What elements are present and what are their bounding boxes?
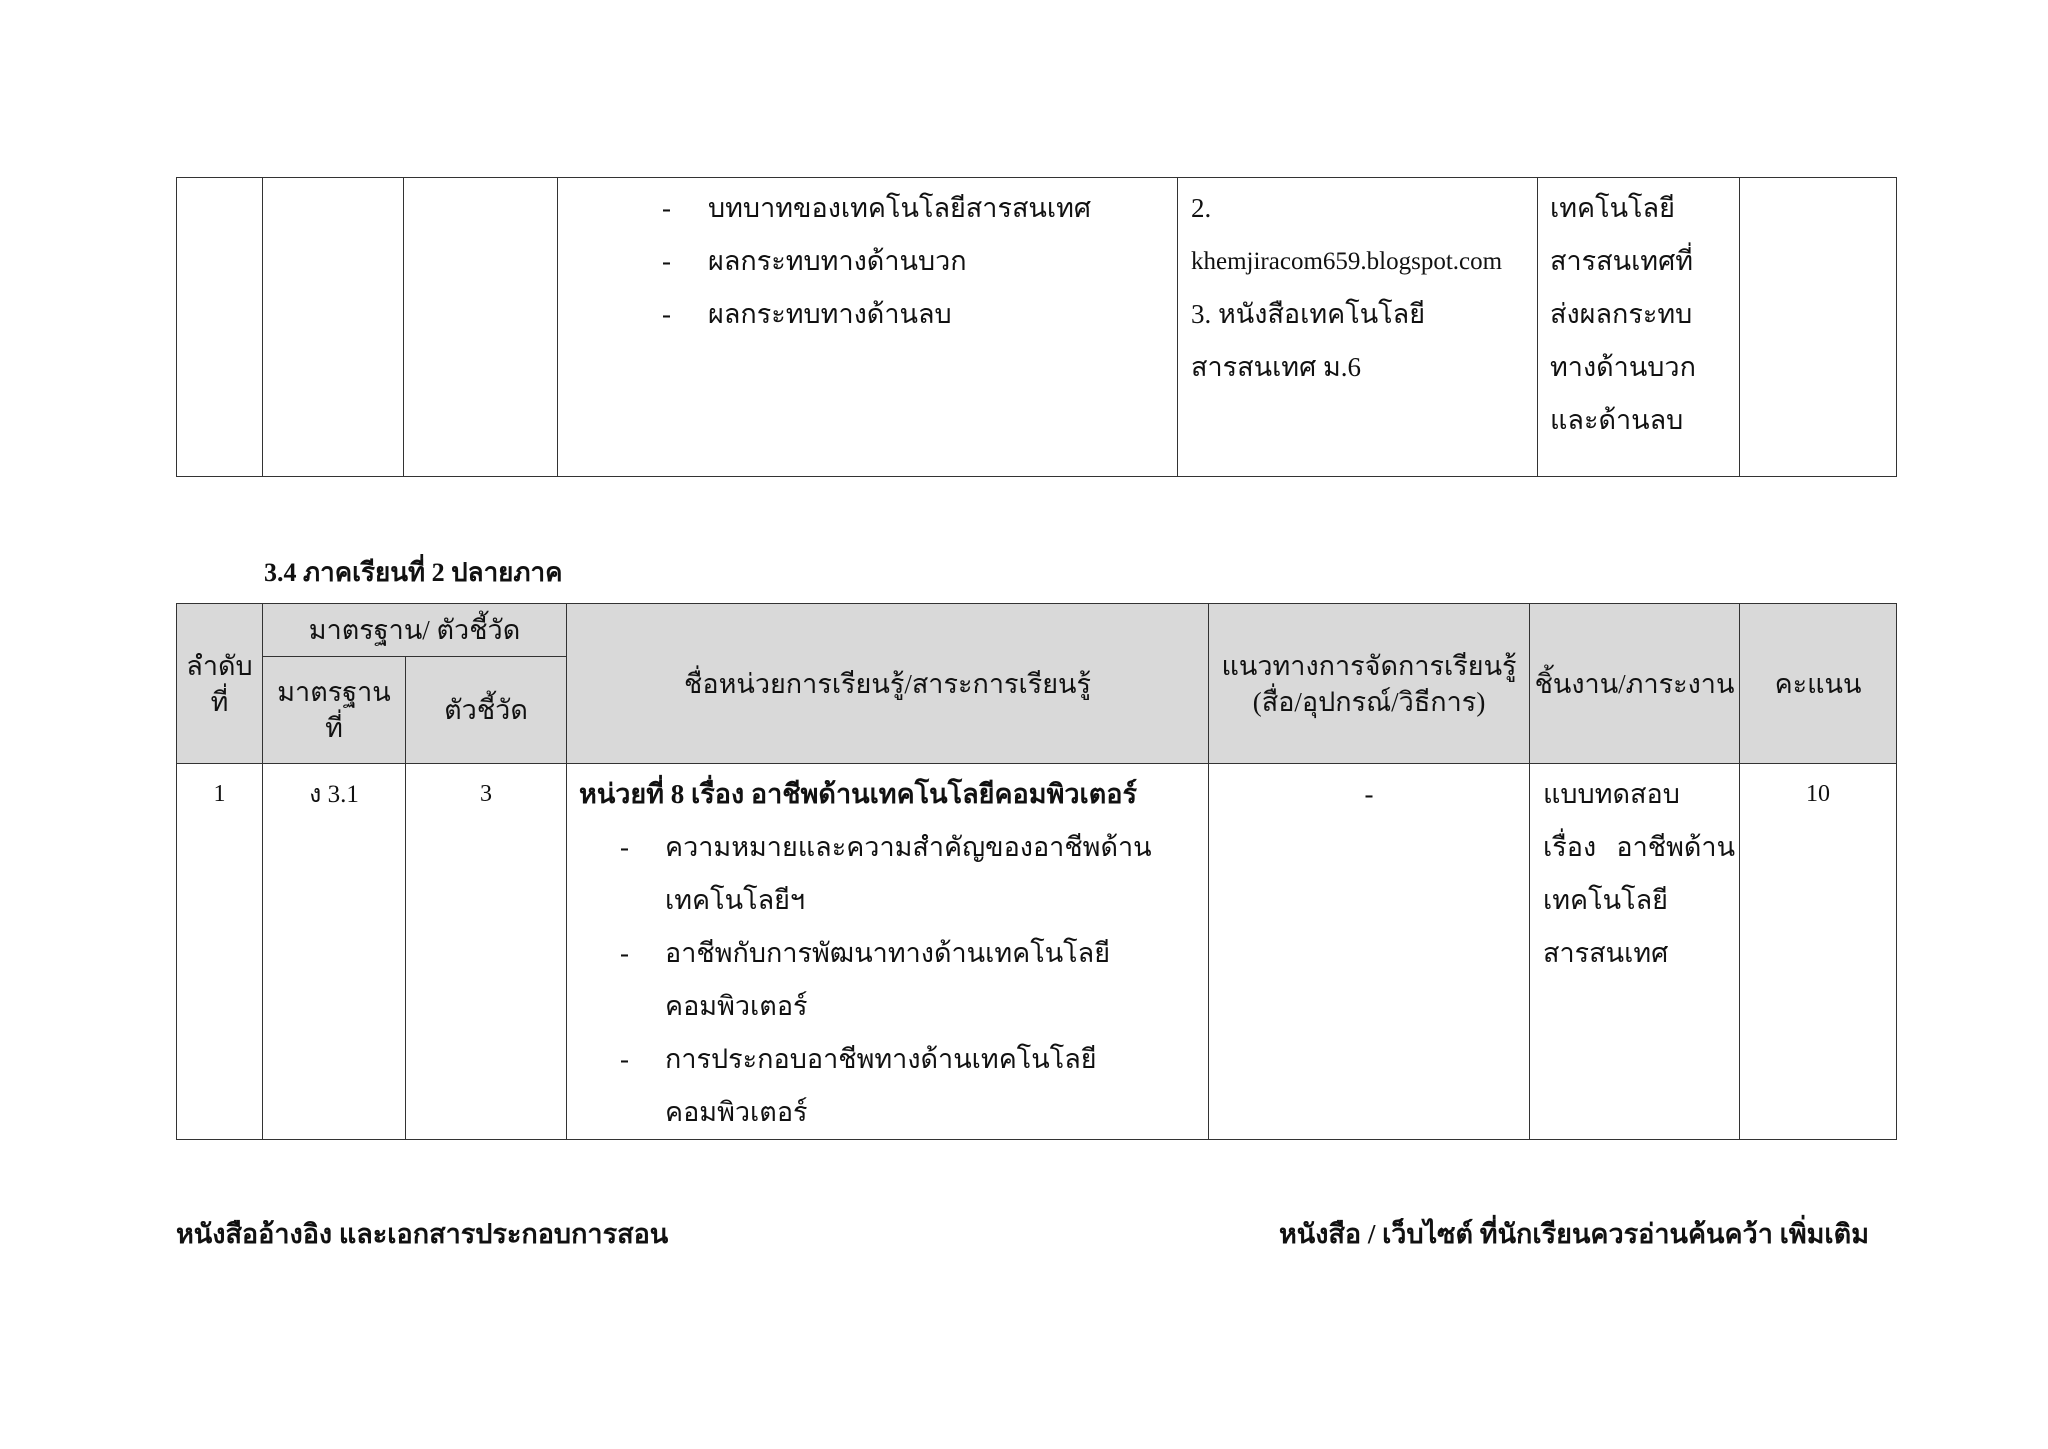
indicator-cell xyxy=(404,178,558,477)
work-line: เรื่อง อาชีพด้าน xyxy=(1543,832,1736,862)
work-cell xyxy=(1530,764,1740,1140)
further-reading-heading: หนังสือ / เว็บไซต์ ที่นักเรียนควรอ่านค้นคว้า เพิ่มเติม xyxy=(1278,1219,1869,1249)
standard-cell: ง 3.1 xyxy=(263,764,406,1140)
list-item: - ผลกระทบทางด้านลบ xyxy=(662,299,952,329)
topic-text: ผลกระทบทางด้านลบ xyxy=(708,299,952,329)
list-item: - อาชีพกับการพัฒนาทางด้านเทคโนโลยี คอมพิวเตอร์ xyxy=(665,927,1208,1033)
score-cell: 10 xyxy=(1740,764,1897,1140)
work-line: สารสนเทศที่ xyxy=(1550,246,1694,276)
work-line: เทคโนโลยี xyxy=(1550,193,1675,223)
header-unit: ชื่อหน่วยการเรียนรู้/สาระการเรียนรู้ xyxy=(567,604,1209,764)
topic-text: เทคโนโลยีฯ xyxy=(665,885,806,915)
references-heading: หนังสืออ้างอิง และเอกสารประกอบการสอน xyxy=(176,1219,669,1249)
header-standard: มาตรฐาน ที่ xyxy=(263,657,406,764)
order-cell xyxy=(177,178,263,477)
work-cell xyxy=(1538,178,1740,477)
list-item: - การประกอบอาชีพทางด้านเทคโนโลยีคอมพิวเตอร์ xyxy=(665,1033,1208,1139)
table-row xyxy=(177,764,1897,1140)
score-cell xyxy=(1740,178,1897,477)
header-score: คะแนน xyxy=(1740,604,1897,764)
work-line: เทคโนโลยี xyxy=(1543,885,1668,915)
order-cell: 1 xyxy=(177,764,263,1140)
topic-text: ความหมายและความสำคัญของอาชีพด้าน xyxy=(665,832,1152,862)
topic-text: คอมพิวเตอร์ xyxy=(665,991,808,1021)
media-line: 3. หนังสือเทคโนโลยี xyxy=(1191,299,1426,329)
header-indicator: ตัวชี้วัด xyxy=(406,657,567,764)
list-item: - บทบาทของเทคโนโลยีสารสนเทศ xyxy=(662,193,1092,223)
work-line: และด้านลบ xyxy=(1550,405,1684,435)
media-line: 2. xyxy=(1191,193,1212,223)
header-work: ชิ้นงาน/ภาระงาน xyxy=(1530,604,1740,764)
media-line: khemjiracom659.blogspot.com xyxy=(1191,248,1503,275)
list-item: - ผลกระทบทางด้านบวก xyxy=(662,246,967,276)
topic-text: บทบาทของเทคโนโลยีสารสนเทศ xyxy=(708,193,1092,223)
unit-content-cell xyxy=(558,178,1178,477)
continued-plan-table xyxy=(176,177,1897,477)
standard-cell xyxy=(263,178,404,477)
work-line: ส่งผลกระทบ xyxy=(1550,299,1693,329)
indicator-cell: 3 xyxy=(406,764,567,1140)
list-item: - ความหมายและความสำคัญของอาชีพด้าน เทคโนโลยีฯ xyxy=(665,821,1208,927)
topic-text: ผลกระทบทางด้านบวก xyxy=(708,246,967,276)
media-cell xyxy=(1178,178,1538,477)
unit-title: หน่วยที่ 8 เรื่อง อาชีพด้านเทคโนโลยีคอมพิวเตอร์ xyxy=(579,779,1138,809)
work-line: แบบทดสอบ xyxy=(1543,779,1680,809)
approach-cell: - xyxy=(1209,764,1530,1140)
header-approach: แนวทางการจัดการเรียนรู้ (สื่อ/อุปกรณ์/วิธีการ) xyxy=(1209,604,1530,764)
header-standard-group: มาตรฐาน/ ตัวชี้วัด xyxy=(263,604,567,657)
media-line: สารสนเทศ ม.6 xyxy=(1191,352,1362,382)
work-line: ทางด้านบวก xyxy=(1550,352,1696,382)
learning-plan-table xyxy=(176,603,1897,1140)
header-order: ลำดับ ที่ xyxy=(177,604,263,764)
work-line: สารสนเทศ xyxy=(1543,938,1669,968)
header-row xyxy=(177,604,1897,657)
unit-content-cell xyxy=(567,764,1209,1140)
topic-text: การประกอบอาชีพทางด้านเทคโนโลยีคอมพิวเตอร์ xyxy=(665,1044,1097,1127)
table-row xyxy=(177,178,1897,477)
section-title: 3.4 ภาคเรียนที่ 2 ปลายภาค xyxy=(264,558,563,587)
topic-text: อาชีพกับการพัฒนาทางด้านเทคโนโลยี xyxy=(665,938,1111,968)
